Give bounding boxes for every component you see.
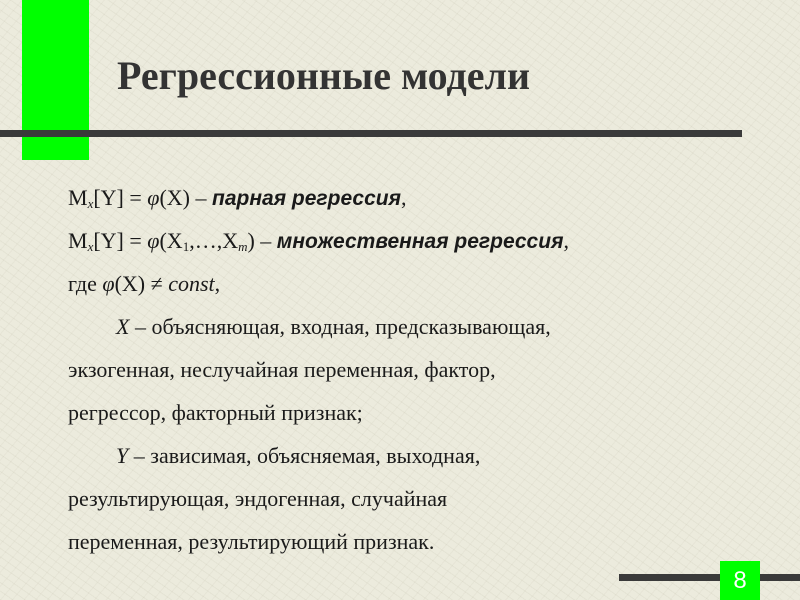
const-word: const xyxy=(168,271,215,296)
slide-content xyxy=(68,176,768,563)
phi-symbol: φ xyxy=(102,271,115,296)
y-definition-cont-2: переменная, результирующий признак. xyxy=(68,529,435,554)
line-tail: , xyxy=(214,271,221,296)
expectation-subscript: x xyxy=(87,196,94,211)
subscript-1: 1 xyxy=(182,239,190,254)
phi-symbol: φ xyxy=(147,228,160,253)
phi-arg: (X) xyxy=(159,185,191,210)
formula-pair-regression xyxy=(68,176,768,219)
subscript-m: m xyxy=(238,239,248,254)
expectation-m: M xyxy=(68,228,88,253)
condition-line xyxy=(68,262,768,305)
expectation-subscript: x xyxy=(87,239,94,254)
x-variable: X xyxy=(116,314,130,339)
not-equal-sign: ≠ xyxy=(145,271,169,296)
expectation-arg: [Y] = xyxy=(93,228,148,253)
phi-args-mid: ,…,X xyxy=(189,228,239,253)
x-definition-cont-2: регрессор, факторный признак; xyxy=(68,400,363,425)
line-tail: , xyxy=(563,228,569,253)
y-definition-cont-1: результирующая, эндогенная, случайная xyxy=(68,486,448,511)
phi-args-close: ) xyxy=(247,228,255,253)
multiple-regression-label: множественная регрессия xyxy=(276,230,564,253)
x-definition-line xyxy=(68,305,768,348)
x-definition-text: – объясняющая, входная, предсказывающая, xyxy=(129,314,551,339)
x-definition-cont-1: экзогенная, неслучайная переменная, фактор, xyxy=(68,357,496,382)
page-number: 8 xyxy=(720,561,760,600)
dash: – xyxy=(254,228,277,253)
pair-regression-label: парная регрессия xyxy=(212,187,401,210)
line-tail: , xyxy=(400,185,407,210)
expectation-m: M xyxy=(68,185,88,210)
dash: – xyxy=(190,185,213,210)
where-word: где xyxy=(68,271,103,296)
phi-symbol: φ xyxy=(147,185,160,210)
y-definition-text: – зависимая, объясняемая, выходная, xyxy=(128,443,481,468)
formula-multiple-regression xyxy=(68,219,768,262)
footer-divider xyxy=(619,574,800,581)
phi-arg: (X) xyxy=(114,271,146,296)
expectation-arg: [Y] = xyxy=(93,185,148,210)
slide-title: Регрессионные модели xyxy=(117,53,530,98)
y-definition-line xyxy=(68,434,768,477)
phi-args-open: (X xyxy=(159,228,183,253)
y-variable: Y xyxy=(116,443,129,468)
title-divider xyxy=(0,130,742,137)
